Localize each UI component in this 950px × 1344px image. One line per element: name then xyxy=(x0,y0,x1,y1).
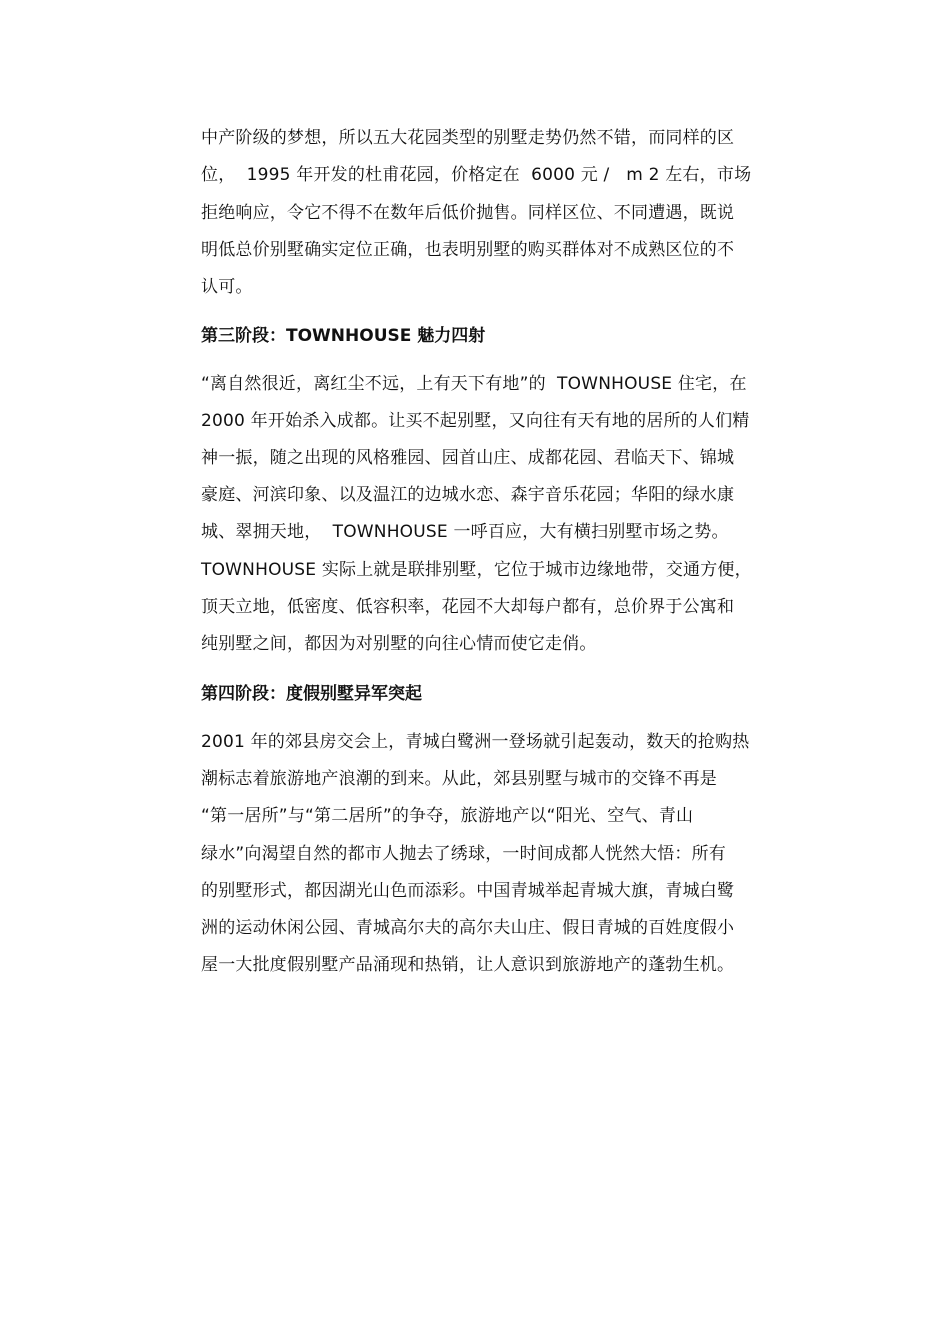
paragraph-3-line-6: 洲的运动休闲公园、青城高尔夫的高尔夫山庄、假日青城的百姓度假小 xyxy=(201,918,735,938)
paragraph-2-line-7: 顶天立地，低密度、低容积率，花园不大却每户都有，总价界于公寓和 xyxy=(201,597,735,617)
paragraph-2-line-1: “离自然很近，离红尘不远，上有天下有地”的 TOWNHOUSE 住宅，在 xyxy=(201,374,747,394)
paragraph-2-line-6: TOWNHOUSE 实际上就是联排别墅，它位于城市边缘地带，交通方便， xyxy=(201,560,752,580)
paragraph-2-line-5: 城、翠拥天地， TOWNHOUSE 一呼百应，大有横扫别墅市场之势。 xyxy=(201,522,729,542)
section-heading-stage-3: 第三阶段：TOWNHOUSE 魅力四射 xyxy=(201,326,486,346)
paragraph-1-line-2: 位， 1995 年开发的杜甫花园，价格定在 6000 元 / m 2 左右，市场 xyxy=(201,165,752,185)
paragraph-3-line-3: “第一居所”与“第二居所”的争夺，旅游地产以“阳光、空气、青山 xyxy=(201,806,694,826)
paragraph-1-line-5: 认可。 xyxy=(201,277,253,297)
paragraph-2-line-3: 神一振，随之出现的风格雅园、园首山庄、成都花园、君临天下、锦城 xyxy=(201,448,735,468)
paragraph-2-line-4: 豪庭、河滨印象、以及温江的边城水恋、森宇音乐花园；华阳的绿水康 xyxy=(201,485,735,505)
paragraph-1-line-4: 明低总价别墅确实定位正确，也表明别墅的购买群体对不成熟区位的不 xyxy=(201,240,735,260)
paragraph-3-line-1: 2001 年的郊县房交会上，青城白鹭洲一登场就引起轰动，数天的抢购热 xyxy=(201,732,750,752)
paragraph-3-line-5: 的别墅形式，都因湖光山色而添彩。中国青城举起青城大旗，青城白鹭 xyxy=(201,881,735,901)
section-heading-stage-4: 第四阶段：度假别墅异军突起 xyxy=(201,684,422,704)
paragraph-3-line-2: 潮标志着旅游地产浪潮的到来。从此，郊县别墅与城市的交锋不再是 xyxy=(201,769,717,789)
paragraph-3-line-7: 屋一大批度假别墅产品涌现和热销，让人意识到旅游地产的蓬勃生机。 xyxy=(201,955,735,975)
paragraph-2-line-8: 纯别墅之间，都因为对别墅的向往心情而使它走俏。 xyxy=(201,634,597,654)
paragraph-3-line-4: 绿水”向渴望自然的都市人抛去了绣球，一时间成都人恍然大悟：所有 xyxy=(201,844,727,864)
paragraph-2-line-2: 2000 年开始杀入成都。让买不起别墅，又向往有天有地的居所的人们精 xyxy=(201,411,750,431)
paragraph-1-line-3: 拒绝响应，令它不得不在数年后低价抛售。同样区位、不同遭遇，既说 xyxy=(201,203,735,223)
paragraph-1-line-1: 中产阶级的梦想，所以五大花园类型的别墅走势仍然不错，而同样的区 xyxy=(201,128,735,148)
